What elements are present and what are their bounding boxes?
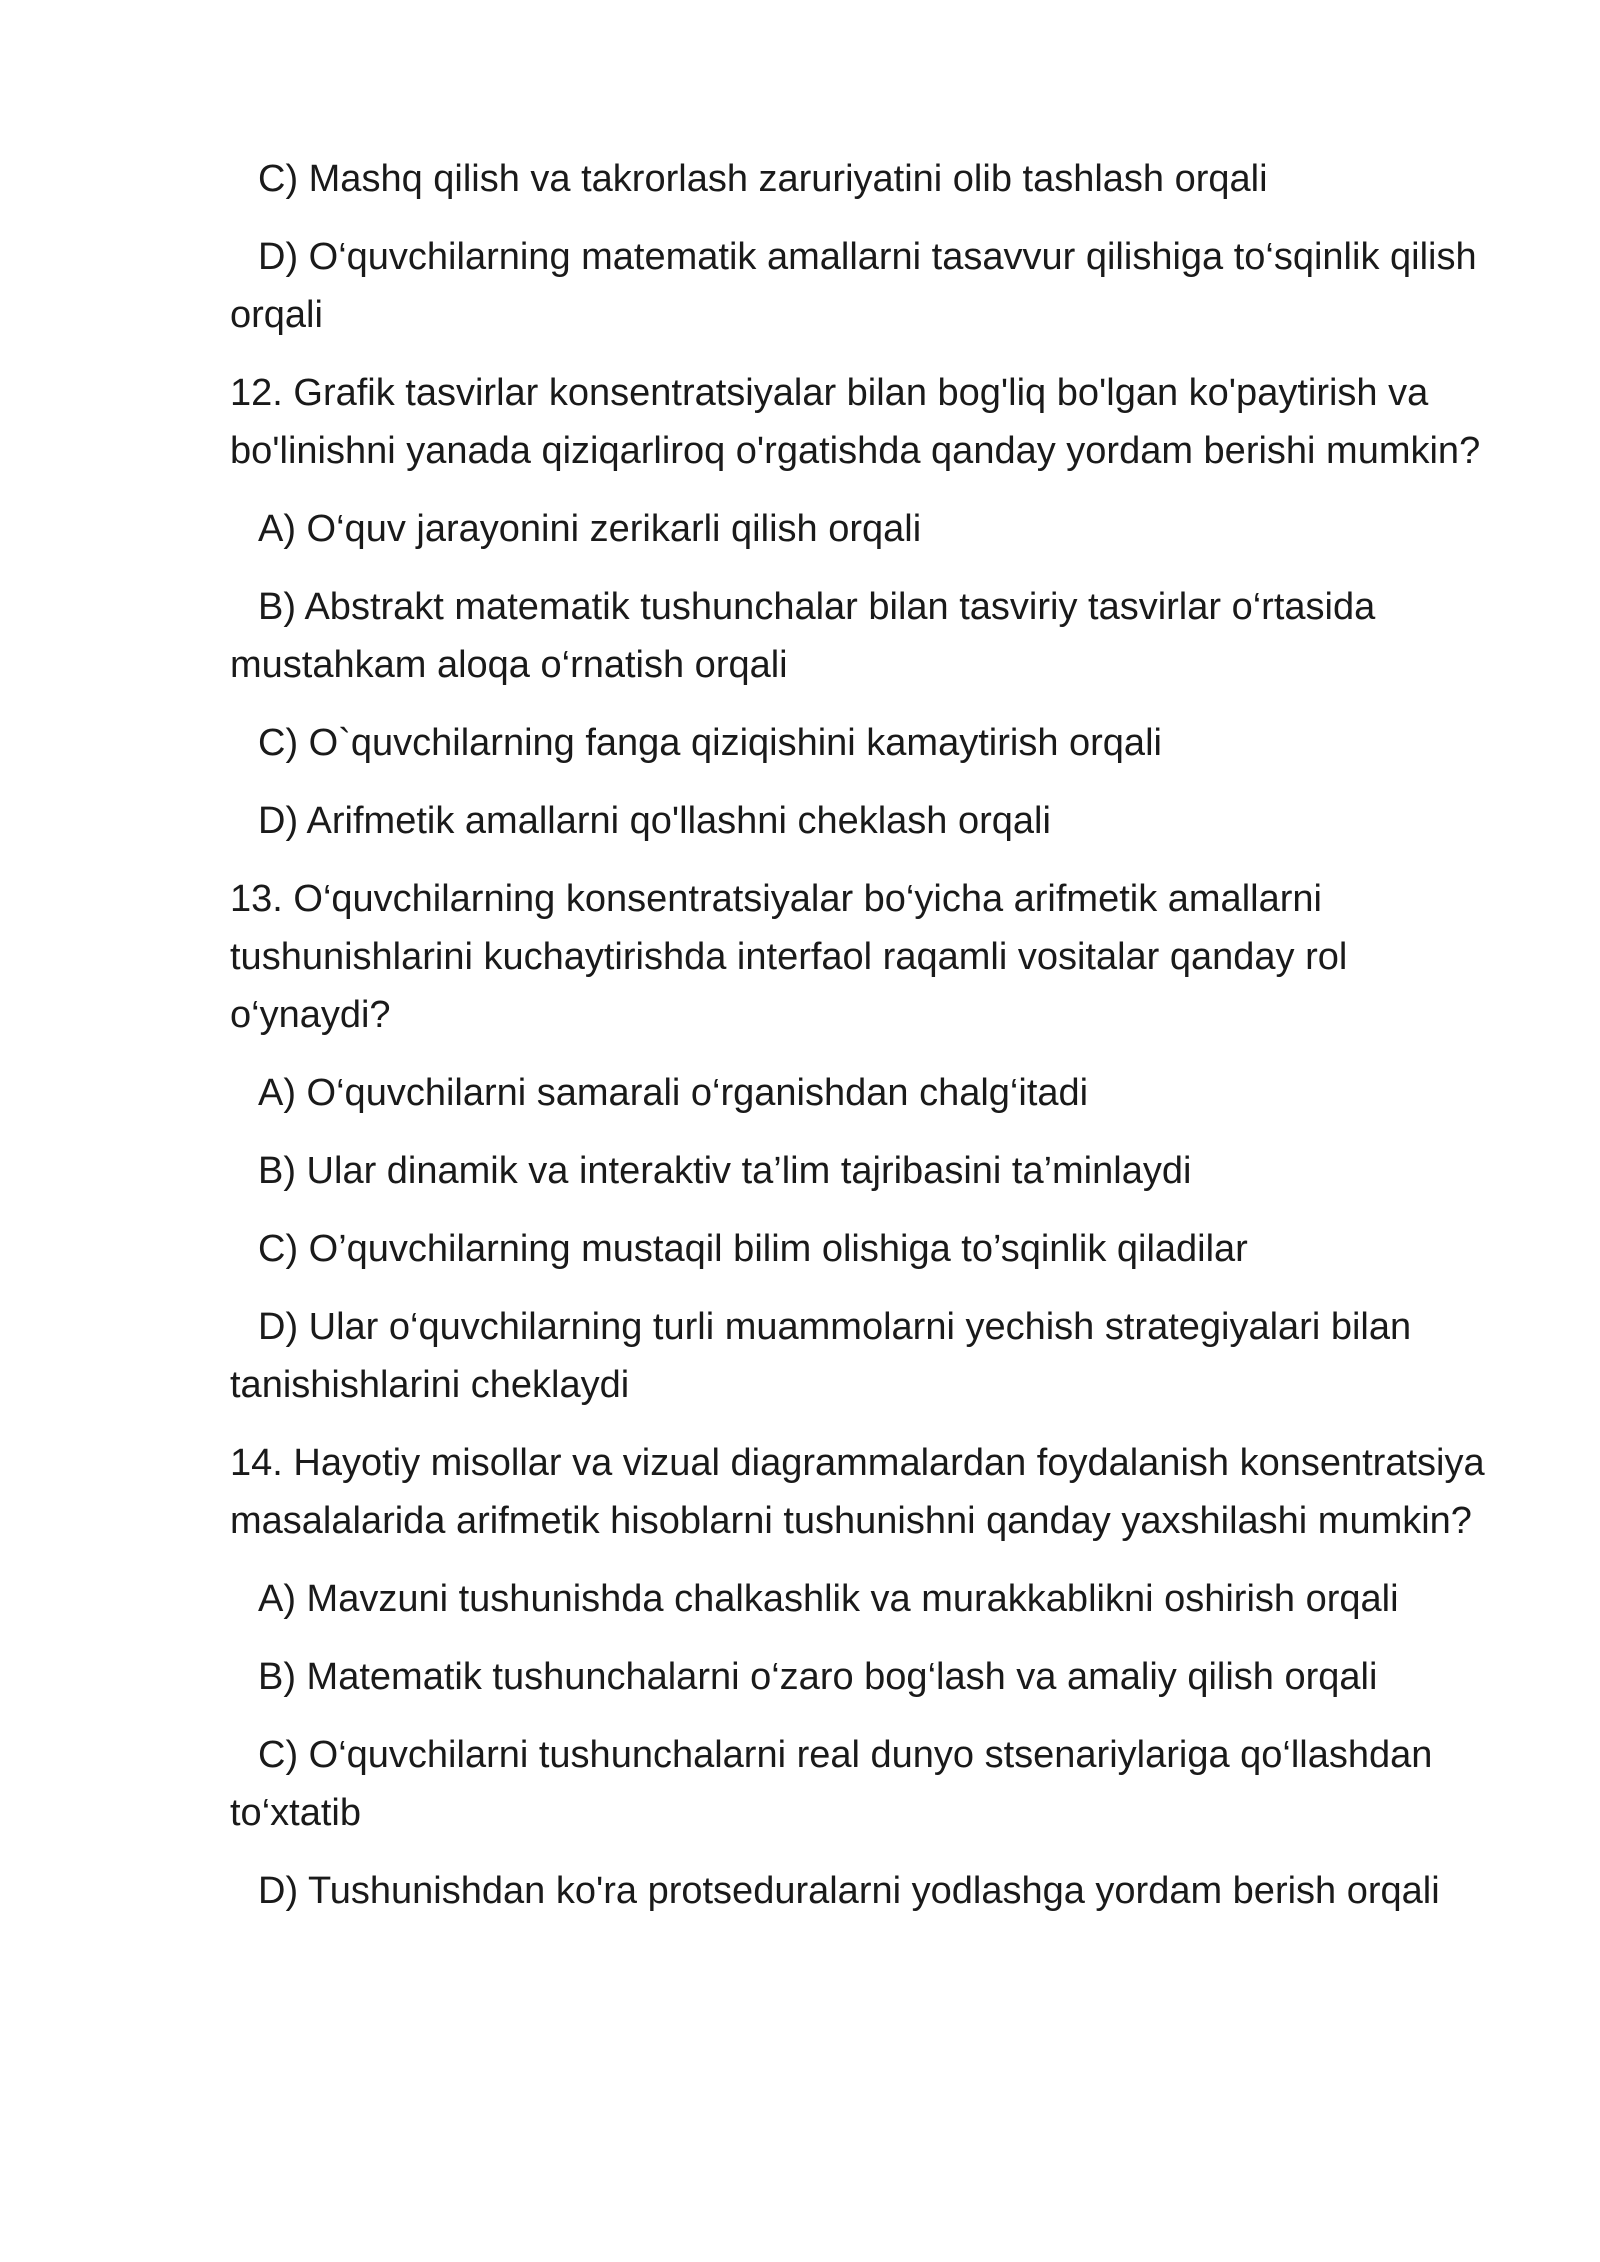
answer-option-11c: C) Mashq qilish va takrorlash zaruriyatini olib tashlash orqali (258, 158, 1268, 200)
answer-option-12c: C) O`quvchilarning fanga qiziqishini kamaytirish orqali (258, 722, 1162, 764)
question-14: 14. Hayotiy misollar va vizual diagrammalardan foydalanish konsentratsiya masalalarida arifmetik hisoblarni tushunishni qanday yaxshilashi mumkin? (230, 1442, 1485, 1542)
answer-option-14d: D) Tushunishdan ko'ra protseduralarni yodlashga yordam berish orqali (258, 1870, 1440, 1912)
answer-option-11d: D) O‘quvchilarning matematik amallarni tasavvur qilishiga to‘sqinlik qilish orqali (230, 236, 1477, 336)
answer-option-13d: D) Ular o‘quvchilarning turli muammolarni yechish strategiyalari bilan tanishishlarini cheklaydi (230, 1306, 1412, 1406)
document-body (230, 150, 1500, 1940)
question-12: 12. Grafik tasvirlar konsentratsiyalar bilan bog'liq bo'lgan ko'paytirish va bo'linishni yanada qiziqarliroq o'rgatishda qanday yordam berishi mumkin? (230, 372, 1481, 472)
question-13: 13. O‘quvchilarning konsentratsiyalar bo‘yicha arifmetik amallarni tushunishlarini kuchaytirishda interfaol raqamli vositalar qanday rol o‘ynaydi? (230, 878, 1348, 1036)
answer-option-13b: B) Ular dinamik va interaktiv ta’lim tajribasini ta’minlaydi (258, 1150, 1192, 1192)
answer-option-13c: C) O’quvchilarning mustaqil bilim olishiga to’sqinlik qiladilar (258, 1228, 1248, 1270)
answer-option-14c: C) O‘quvchilarni tushunchalarni real dunyo stsenariylariga qo‘llashdan to‘xtatib (230, 1734, 1433, 1834)
answer-option-14b: B) Matematik tushunchalarni o‘zaro bog‘lash va amaliy qilish orqali (258, 1656, 1378, 1698)
answer-option-12b: B) Abstrakt matematik tushunchalar bilan tasviriy tasvirlar o‘rtasida mustahkam aloqa o‘rnatish orqali (230, 586, 1376, 686)
answer-option-12a: A) O‘quv jarayonini zerikarli qilish orqali (258, 508, 922, 550)
answer-option-12d: D) Arifmetik amallarni qo'llashni cheklash orqali (258, 800, 1051, 842)
answer-option-13a: A) O‘quvchilarni samarali o‘rganishdan chalg‘itadi (258, 1072, 1089, 1114)
answer-option-14a: A) Mavzuni tushunishda chalkashlik va murakkablikni oshirish orqali (258, 1578, 1399, 1620)
